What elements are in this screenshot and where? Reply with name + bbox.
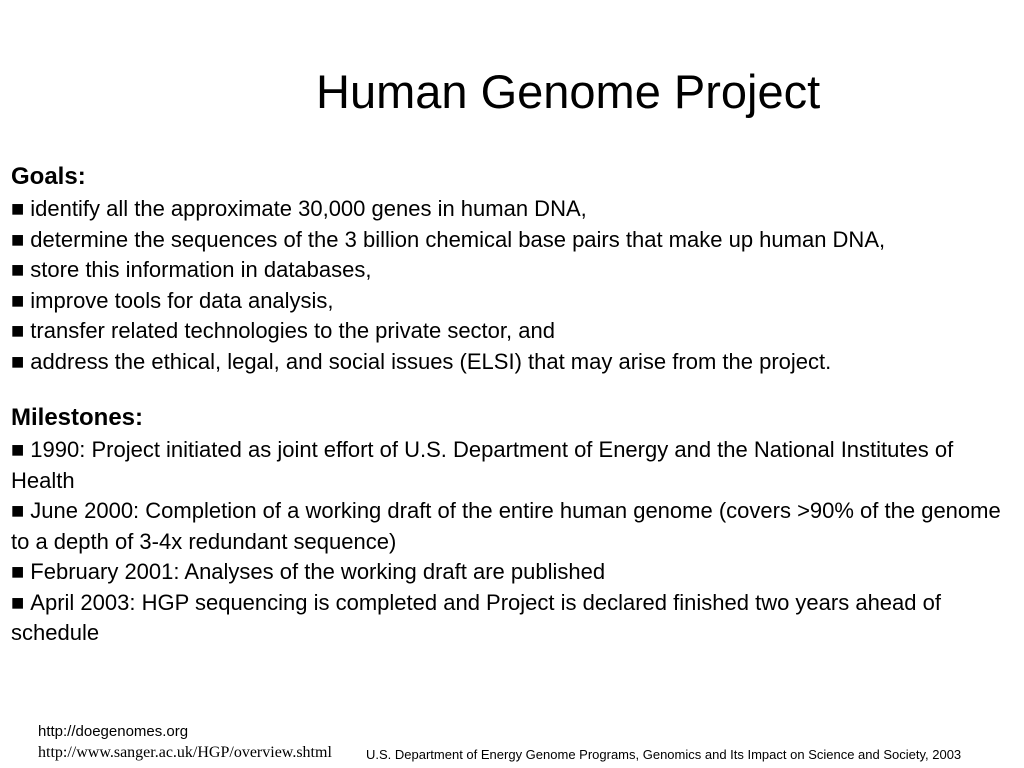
bullet-icon: ■ xyxy=(11,559,25,584)
milestone-item xyxy=(11,435,1011,496)
goals-heading: Goals: xyxy=(11,163,86,190)
slide-body xyxy=(11,160,1011,649)
footer-citation: U.S. Department of Energy Genome Programs, Genomics and Its Impact on Science and Society, 2003 xyxy=(366,747,962,762)
bullet-icon: ■ xyxy=(11,287,25,313)
milestone-item xyxy=(11,588,1011,649)
goal-text: transfer related technologies to the private sector, and xyxy=(30,318,555,343)
goal-item xyxy=(11,194,1011,225)
milestones-heading: Milestones: xyxy=(11,404,144,431)
milestones-list xyxy=(11,435,1011,649)
doegenomes-link[interactable]: http://doegenomes.org xyxy=(38,723,189,740)
milestone-text: February 2001: Analyses of the working draft are published xyxy=(30,559,606,584)
slide-title: Human Genome Project xyxy=(316,65,821,118)
bullet-icon: ■ xyxy=(11,348,25,374)
goal-item xyxy=(11,255,1011,286)
milestone-item xyxy=(11,496,1011,557)
goal-text: determine the sequences of the 3 billion chemical base pairs that make up human DNA, xyxy=(30,226,886,252)
milestone-text: June 2000: Completion of a working draft of the entire human genome (covers >90% of the genome to a depth of 3-4x redundant sequence) xyxy=(11,498,1001,554)
goal-text: improve tools for data analysis, xyxy=(30,287,334,313)
sanger-link[interactable]: http://www.sanger.ac.uk/HGP/overview.shtml xyxy=(38,744,332,761)
goals-list xyxy=(11,194,1011,377)
goal-text: store this information in databases, xyxy=(30,257,372,282)
milestone-text: April 2003: HGP sequencing is completed and Project is declared finished two years ahead of schedule xyxy=(11,589,941,645)
goal-item xyxy=(11,286,1011,317)
bullet-icon: ■ xyxy=(11,196,25,221)
bullet-icon: ■ xyxy=(11,257,25,282)
goal-item xyxy=(11,225,1011,256)
milestone-item xyxy=(11,557,1011,588)
goal-item xyxy=(11,347,1011,378)
bullet-icon: ■ xyxy=(11,226,25,252)
bullet-icon: ■ xyxy=(11,437,25,462)
bullet-icon: ■ xyxy=(11,498,25,523)
goal-text: address the ethical, legal, and social issues (ELSI) that may arise from the project. xyxy=(30,348,832,374)
bullet-icon: ■ xyxy=(11,318,25,343)
bullet-icon: ■ xyxy=(11,589,25,615)
goal-item xyxy=(11,316,1011,347)
goal-text: identify all the approximate 30,000 genes in human DNA, xyxy=(30,196,587,221)
section-spacer xyxy=(11,377,1011,401)
footer-links xyxy=(38,721,332,763)
milestone-text: 1990: Project initiated as joint effort of U.S. Department of Energy and the National Institutes of Health xyxy=(11,437,954,493)
